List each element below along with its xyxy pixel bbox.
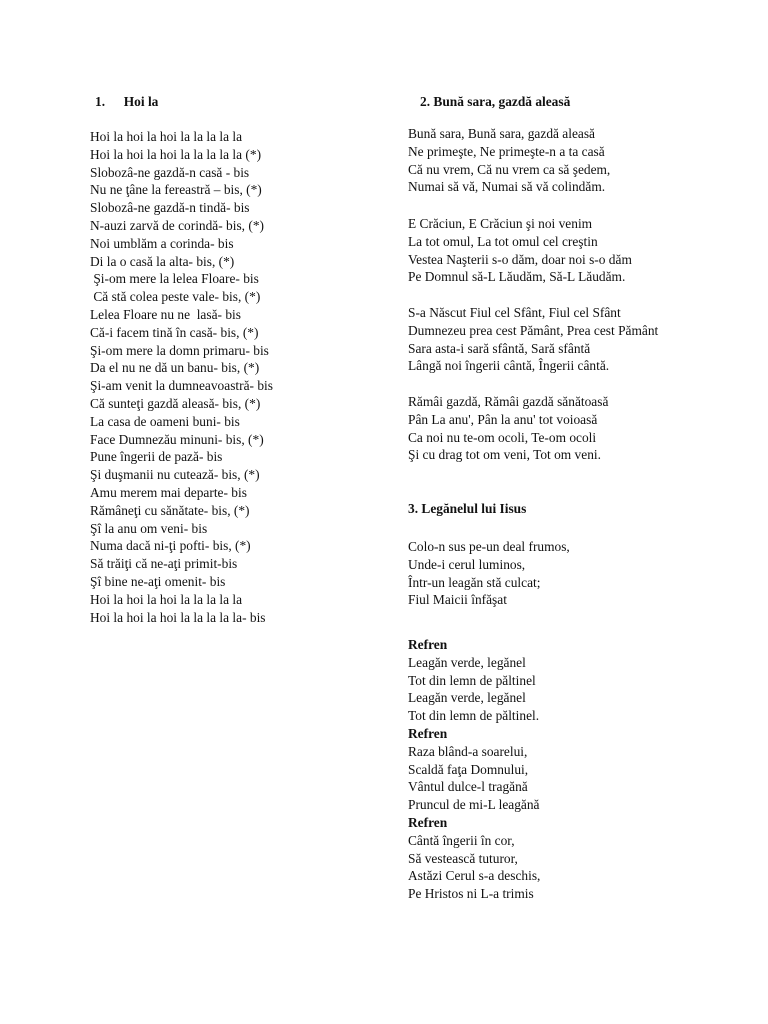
refrain-line: Leagăn verde, legănel (408, 654, 526, 670)
lyric-line: Pân La anu', Pân la anu' tot voioasă (408, 411, 598, 427)
lyric-line: Lelea Floare nu ne lasă- bis (90, 306, 241, 322)
song3-intro (408, 538, 570, 609)
song2-title: 2. Bună sara, gazdă aleasă (420, 94, 571, 109)
lyric-line: Că sunteţi gazdă aleasă- bis, (*) (90, 395, 261, 411)
lyric-line: Noi umblăm a corinda- bis (90, 235, 234, 251)
lyric-line: Că-i facem tină în casă- bis, (*) (90, 324, 259, 340)
lyric-line: E Crăciun, E Crăciun şi noi venim (408, 216, 593, 231)
lyric-line: Şi-om mere la domn primaru- bis (90, 342, 269, 358)
lyric-line: Unde-i cerul luminos, (408, 556, 526, 572)
lyric-line: Şî bine ne-aţi omenit- bis (90, 573, 226, 589)
song3-body (408, 636, 540, 903)
lyric-line: Că stă colea peste vale- bis, (*) (90, 289, 261, 305)
lyric-line: Vestea Naşterii s-o dăm, doar noi s-o dăm (408, 251, 632, 267)
song1-lyrics (90, 128, 273, 626)
lyric-line: Într-un leagăn stă culcat; (408, 574, 541, 590)
song2-stanza-4 (408, 393, 608, 464)
song2-stanza-2 (408, 215, 632, 286)
song1-title: Hoi la (123, 94, 159, 109)
lyric-line: Ca noi nu te-om ocoli, Te-om ocoli (408, 429, 597, 445)
lyric-line: Raza blând-a soarelui, (408, 743, 528, 759)
refrain-label: Refren (408, 814, 448, 830)
lyric-line: Nu ne ţâne la fereastră – bis, (*) (90, 182, 262, 198)
lyric-line: Astăzi Cerul s-a deschis, (408, 868, 541, 884)
lyric-line: Pe Domnul să-L Lăudăm, Să-L Lăudăm. (408, 269, 626, 285)
lyric-line: Slobozâ-ne gazdă-n tindă- bis (90, 200, 250, 216)
lyric-line: Şi-om mere la lelea Floare- bis (90, 271, 259, 287)
song2-stanza-3 (408, 304, 658, 375)
lyric-line: Hoi la hoi la hoi la la la la la (90, 129, 243, 144)
lyric-line: Slobozâ-ne gazdă-n casă - bis (90, 164, 250, 180)
lyric-line: Cântă îngerii în cor, (408, 832, 515, 848)
lyric-line: Şi duşmanii nu cutează- bis, (*) (90, 467, 260, 483)
lyric-line: Rămâneţi cu sănătate- bis, (*) (90, 502, 250, 518)
lyric-line: Şi-am venit la dumneavoastră- bis (90, 378, 273, 394)
refrain-label: Refren (408, 725, 448, 741)
lyric-line: Dumnezeu prea cest Pământ, Prea cest Pământ (408, 322, 659, 338)
lyric-line: Sara asta-i sară sfântă, Sară sfântă (408, 340, 591, 356)
lyric-line: Numa dacă ni-ţi pofti- bis, (*) (90, 538, 251, 554)
lyric-line: Ne primeşte, Ne primeşte-n a ta casă (408, 143, 605, 159)
lyric-line: Hoi la hoi la hoi la la la la la (90, 591, 243, 607)
refrain-line: Tot din lemn de păltinel (408, 672, 536, 688)
lyric-line: Bună sara, Bună sara, gazdă aleasă (408, 126, 596, 141)
lyric-line: Hoi la hoi la hoi la la la la la (*) (90, 146, 262, 162)
lyric-line: La tot omul, La tot omul cel creştin (408, 233, 598, 249)
lyric-line: Lângă noi îngerii cântă, Îngerii cântă. (408, 358, 610, 374)
lyric-line: Fiul Maicii înfăşat (408, 592, 507, 608)
song3-title: 3. Legănelul lui Iisus (408, 501, 527, 516)
lyric-line: N-auzi zarvă de corindă- bis, (*) (90, 217, 264, 233)
lyric-line: Da el nu ne dă un banu- bis, (*) (90, 360, 260, 376)
refrain-line: Tot din lemn de păltinel. (408, 708, 540, 724)
lyric-line: Şi cu drag tot om veni, Tot om veni. (408, 447, 601, 463)
song1-heading (95, 93, 158, 111)
lyric-line: S-a Născut Fiul cel Sfânt, Fiul cel Sfânt (408, 305, 621, 320)
lyric-line: Pruncul de mi-L leagănă (408, 797, 540, 813)
lyric-line: Pune îngerii de pază- bis (90, 449, 223, 465)
song2-stanza-1 (408, 125, 610, 196)
lyric-line: Scaldă faţa Domnului, (408, 761, 529, 777)
lyric-line: Să trăiţi că ne-aţi primit-bis (90, 556, 238, 572)
lyric-line: Să vestească tuturor, (408, 850, 518, 866)
lyric-line: Di la o casă la alta- bis, (*) (90, 253, 235, 269)
lyric-line: Face Dumnezău minuni- bis, (*) (90, 431, 264, 447)
lyric-line: Pe Hristos ni L-a trimis (408, 886, 534, 902)
lyric-line: Şî la anu om veni- bis (90, 520, 208, 536)
refrain-line: Leagăn verde, legănel (408, 690, 526, 706)
lyric-line: La casa de oameni buni- bis (90, 413, 240, 429)
lyric-line: Colo-n sus pe-un deal frumos, (408, 539, 570, 554)
refrain-label: Refren (408, 637, 448, 652)
lyric-line: Că nu vrem, Că nu vrem ca să şedem, (408, 161, 611, 177)
lyric-line: Amu merem mai departe- bis (90, 484, 247, 500)
song1-number: 1. (95, 94, 106, 109)
lyric-line: Hoi la hoi la hoi la la la la la- bis (90, 609, 266, 625)
lyric-line: Numai să vă, Numai să vă colindăm. (408, 179, 606, 195)
lyric-line: Rămâi gazdă, Rămâi gazdă sănătoasă (408, 394, 609, 409)
lyric-line: Vântul dulce-l tragănă (408, 779, 528, 795)
